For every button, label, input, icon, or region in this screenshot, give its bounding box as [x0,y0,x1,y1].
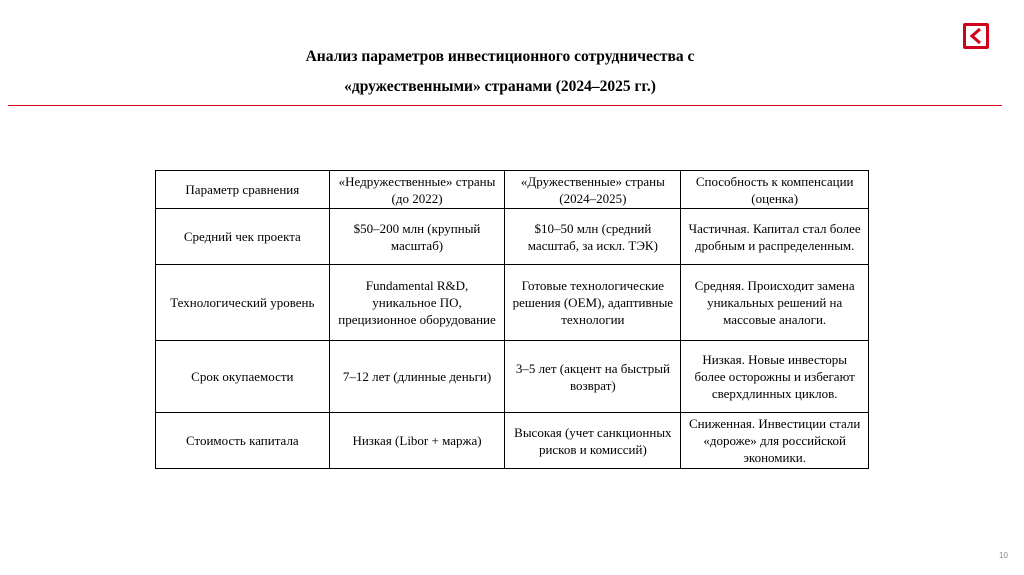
table-row [156,341,869,413]
table-cell: Средний чек проекта [156,209,330,265]
table-cell: Низкая. Новые инвесторы более осторожны и избегают сверхдлинных циклов. [681,341,869,413]
table-cell: Сниженная. Инвестиции стали «дороже» для российской экономики. [681,413,869,469]
comparison-table [155,170,869,469]
table-cell: 7–12 лет (длинные деньги) [329,341,505,413]
table-cell: $10–50 млн (средний масштаб, за искл. ТЭК) [505,209,681,265]
table-cell: Высокая (учет санкционных рисков и комиссий) [505,413,681,469]
table-header-cell: Способность к компенсации (оценка) [681,171,869,209]
table-cell: Стоимость капитала [156,413,330,469]
table-row [156,265,869,341]
table-cell: 3–5 лет (акцент на быстрый возврат) [505,341,681,413]
table-cell: Fundamental R&D, уникальное ПО, прецизионное оборудование [329,265,505,341]
table-header-row [156,171,869,209]
table-header-cell: «Недружественные» страны (до 2022) [329,171,505,209]
table-cell: Низкая (Libor + маржа) [329,413,505,469]
table-cell: Готовые технологические решения (OEM), адаптивные технологии [505,265,681,341]
page-title-line-1: Анализ параметров инвестиционного сотрудничества с [305,48,695,65]
table-cell: Срок окупаемости [156,341,330,413]
table-cell: Технологический уровень [156,265,330,341]
table-row [156,209,869,265]
page-number: 10 [999,551,1008,560]
table-header-cell: «Дружественные» страны (2024–2025) [505,171,681,209]
table-row [156,413,869,469]
table-cell: Частичная. Капитал стал более дробным и распределенным. [681,209,869,265]
page-title-line-2: «дружественными» странами (2024–2025 гг.) [344,78,656,95]
table-cell: $50–200 млн (крупный масштаб) [329,209,505,265]
table-cell: Средняя. Происходит замена уникальных решений на массовые аналоги. [681,265,869,341]
title-divider [8,105,1002,106]
table-header-cell: Параметр сравнения [156,171,330,209]
brand-logo-icon [963,23,989,49]
chevron-left-icon [969,28,983,44]
